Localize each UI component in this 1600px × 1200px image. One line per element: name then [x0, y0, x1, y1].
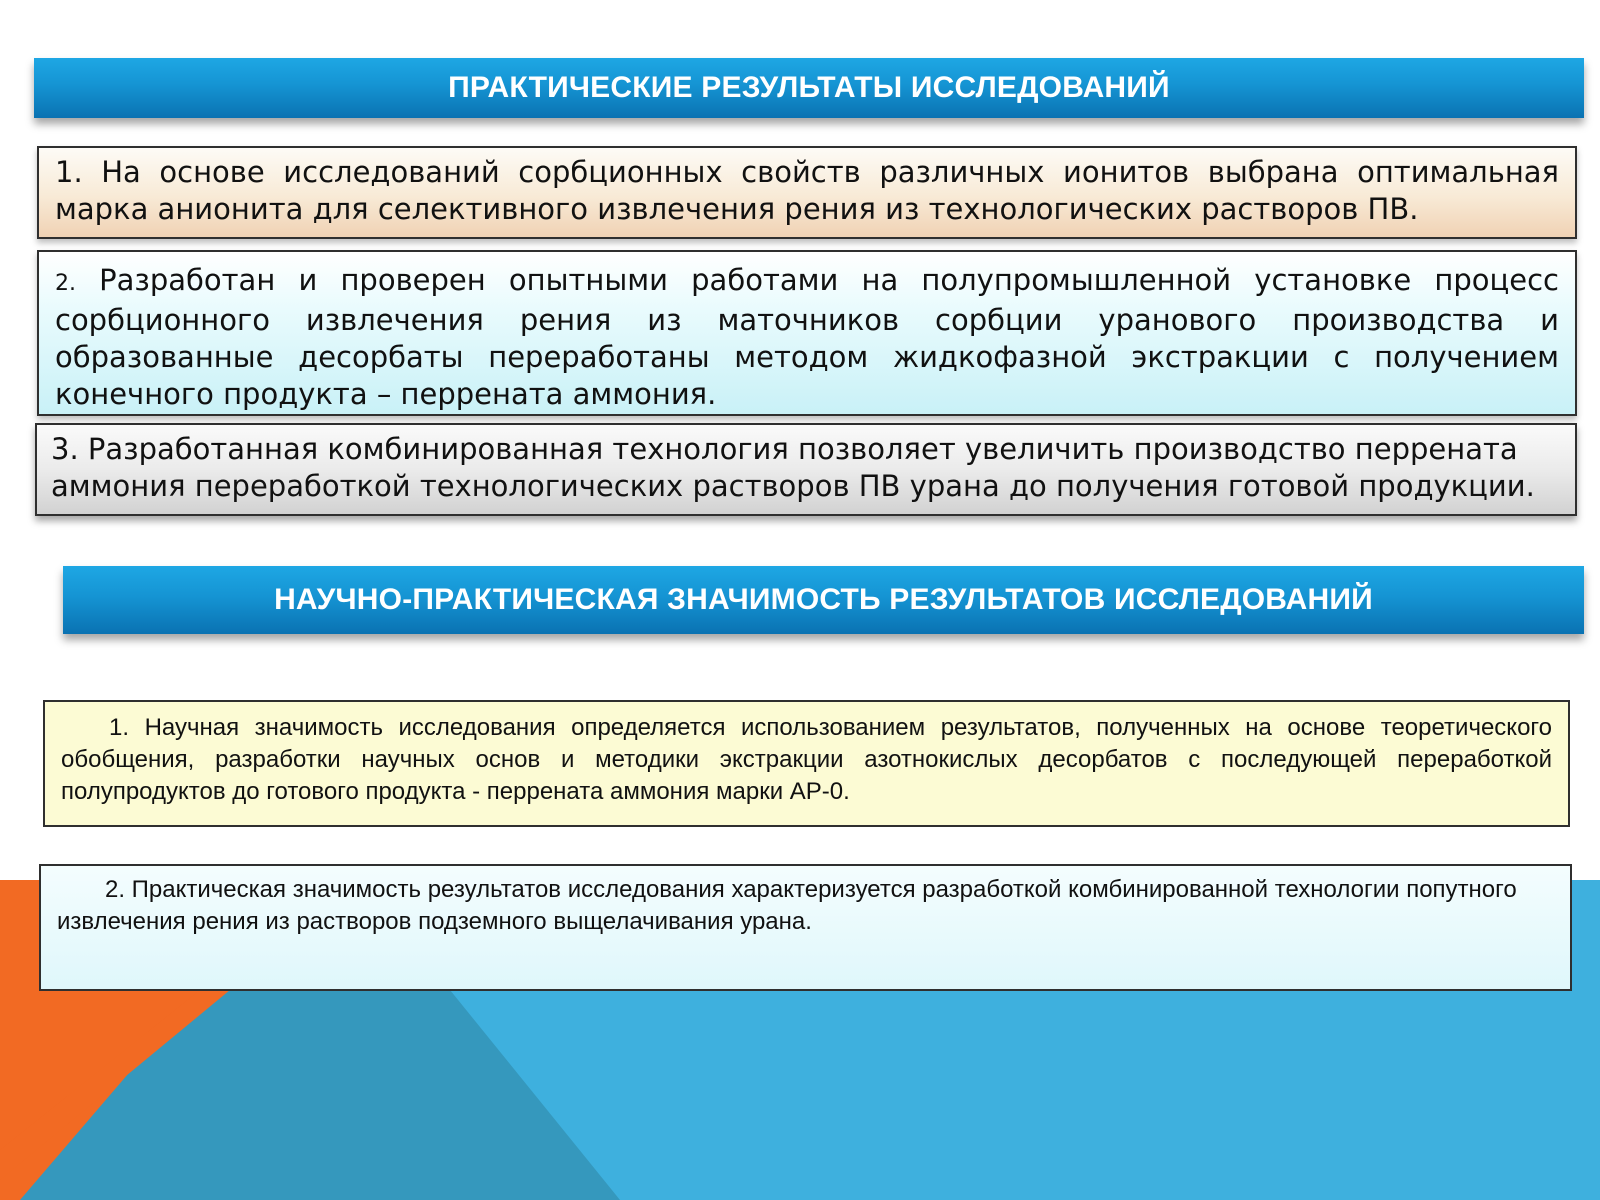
practical-results-header: ПРАКТИЧЕСКИЕ РЕЗУЛЬТАТЫ ИССЛЕДОВАНИЙ	[34, 58, 1584, 118]
practical-result-3-text: 3. Разработанная комбинированная технология позволяет увеличить производство перрената аммония переработкой технологических растворов ПВ урана до получения готовой продукции.	[51, 432, 1535, 503]
scientific-significance-text: 1. Научная значимость исследования определяется использованием результатов, полученных на основе теоретического обобщения, разработки научных основ и методики экстракции азотнокислых десорбатов с последующей переработкой полупродуктов до готового продукта - перрената аммония марки АР-0.	[61, 714, 1552, 805]
significance-header: НАУЧНО-ПРАКТИЧЕСКАЯ ЗНАЧИМОСТЬ РЕЗУЛЬТАТОВ ИССЛЕДОВАНИЙ	[63, 566, 1584, 634]
practical-result-3-box	[35, 423, 1577, 516]
practical-result-1-text: 1. На основе исследований сорбционных свойств различных ионитов выбрана оптимальная марка анионита для селективного извлечения рения из технологических растворов ПВ.	[55, 155, 1559, 226]
practical-result-2-paragraph	[55, 262, 1559, 413]
practical-significance-text: 2. Практическая значимость результатов исследования характеризуется разработкой комбинированной технологии попутного извлечения рения из растворов подземного выщелачивания урана.	[57, 876, 1517, 935]
practical-result-2-number: 2.	[55, 271, 76, 296]
scientific-significance-box	[43, 700, 1570, 827]
practical-result-2-text: Разработан и проверен опытными работами на полупромышленной установке процесс сорбционного извлечения рения из маточников сорбции уранового производства и образованные десорбаты переработаны методом жидкофазной экстракции с получением конечного продукта – перрената аммония.	[55, 263, 1559, 411]
practical-result-1-box	[37, 146, 1577, 239]
practical-significance-box	[39, 864, 1572, 991]
practical-result-2-box	[37, 250, 1577, 416]
